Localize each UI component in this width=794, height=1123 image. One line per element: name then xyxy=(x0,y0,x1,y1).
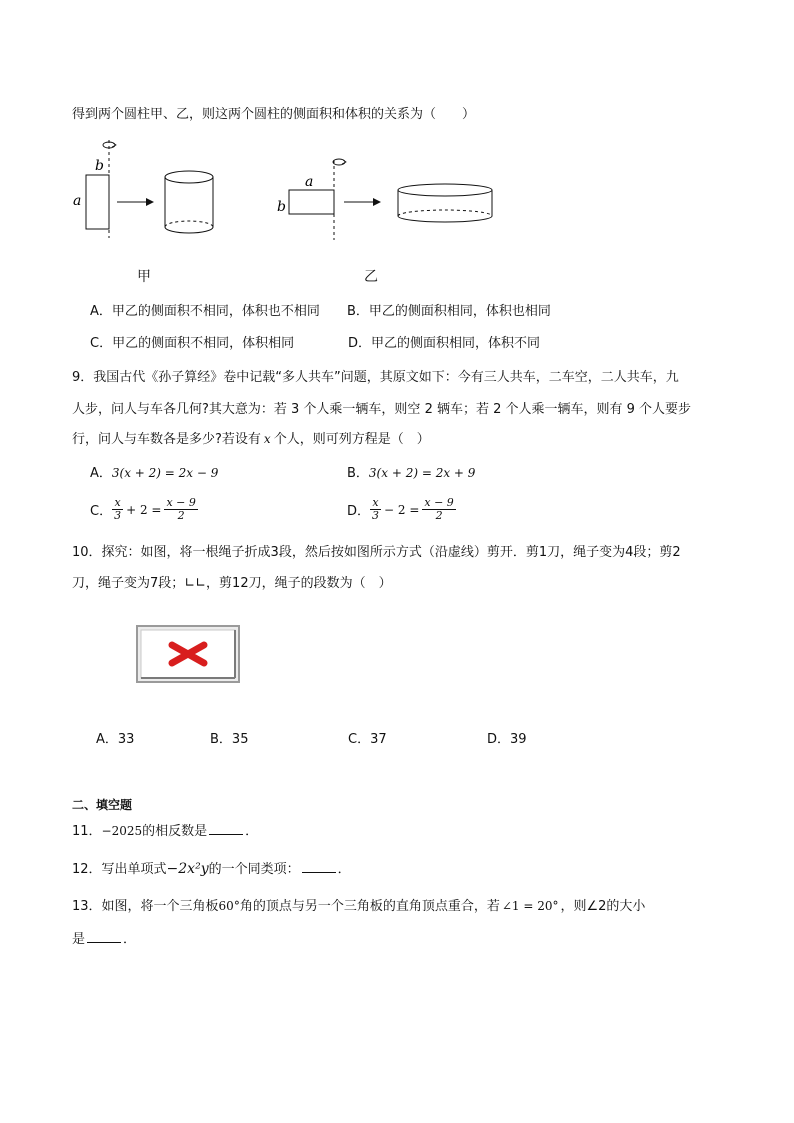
q8-option-d[interactable]: D．甲乙的侧面积相同，体积不同 xyxy=(348,336,541,351)
yi-rotation-arrow xyxy=(342,160,346,164)
q9-line-2: 人步，问人与车各几何?其大意为：若 3 个人乘一辆车，则空 2 辆车；若 2 个人乘一辆车，则有 9 个人要步 xyxy=(72,402,692,417)
q9-option-a[interactable]: A．3(x + 2) = 2x − 9 xyxy=(90,466,219,481)
jia-side-b: b xyxy=(95,158,104,174)
q13-angle-expr: ∠1 = 20° xyxy=(501,899,559,913)
q10-option-d[interactable]: D．39 xyxy=(487,732,527,747)
q8-option-c[interactable]: C．甲乙的侧面积不相同，体积相同 xyxy=(90,336,295,351)
q9-option-a-expr: 3(x + 2) = 2x − 9 xyxy=(111,466,219,480)
section-title: 二、填空题 xyxy=(72,798,133,812)
q13-line-1: 13．如图，将一个三角板60°角的顶点与另一个三角板的直角顶点重合，若 ∠1 = 20° ，则∠2的大小 xyxy=(72,899,646,914)
q13-degree: 60° xyxy=(218,899,240,913)
q8-stem: 得到两个圆柱甲、乙，则这两个圆柱的侧面积和体积的关系为（ ） xyxy=(72,107,476,122)
q9-option-c-fraction-2: $\frac{x - 9}{2}$ xyxy=(166,496,196,522)
q13-answer-blank[interactable] xyxy=(87,930,121,943)
yi-rectangle xyxy=(289,190,334,214)
jia-rotation-arrow xyxy=(112,143,116,147)
q11-value: −2025 xyxy=(101,824,143,838)
q9-line-3: 行，问人与车数各是多少?若设有 x 个人，则可列方程是（ ） xyxy=(72,432,430,447)
q12-line: 12．写出单项式−2x²y的一个同类项： ． xyxy=(72,861,351,877)
q8-option-b[interactable]: B．甲乙的侧面积相同，体积也相同 xyxy=(347,304,551,319)
jia-cylinder-top xyxy=(165,171,213,183)
jia-side-a: a xyxy=(73,193,82,209)
q9-option-d-fraction-1: $\frac{x}{3}$ xyxy=(372,496,380,522)
q9-option-d[interactable]: D． $\frac{x}{3}$ − 2 = $\frac{x - 9}{2}$ xyxy=(347,496,454,522)
q8-option-a[interactable]: A．甲乙的侧面积不相同，体积也不相同 xyxy=(90,304,320,319)
q12-monomial: −2x²y xyxy=(166,861,209,877)
yi-arrow-head xyxy=(373,198,381,206)
q9-option-d-fraction-2: $\frac{x - 9}{2}$ xyxy=(424,496,454,522)
q9-option-b-expr: 3(x + 2) = 2x + 9 xyxy=(368,466,476,480)
jia-cylinder-bottom xyxy=(165,227,213,233)
q10-option-b[interactable]: B．35 xyxy=(210,732,249,747)
q11-line: 11．−2025的相反数是 ． xyxy=(72,824,259,839)
q9-option-c[interactable]: C． $\frac{x}{3}$ + 2 = $\frac{x - 9}{2}$ xyxy=(90,496,196,522)
jia-arrow-head xyxy=(146,198,154,206)
q10-line-2: 刀，绳子变为7段；∟∟，剪12刀，绳子的段数为（ ） xyxy=(72,576,392,591)
q9-option-c-fraction-1: $\frac{x}{3}$ xyxy=(114,496,122,522)
yi-cylinder-top xyxy=(398,184,492,196)
figure-label-yi: 乙 xyxy=(364,269,378,285)
q11-answer-blank[interactable] xyxy=(209,822,243,835)
q10-line-1: 10．探究：如图，将一根绳子折成3段，然后按如图所示方式（沿虚线）剪开．剪1刀，绳子变为4段；剪2 xyxy=(72,545,681,560)
q12-answer-blank[interactable] xyxy=(302,860,336,873)
yi-cylinder-bottom xyxy=(398,216,492,222)
q13-line-2: 是 ． xyxy=(72,932,137,947)
broken-image-icon xyxy=(136,625,240,683)
q9-line-1: 9．我国古代《孙子算经》卷中记载“多人共车”问题，其原文如下：今有三人共车，二车空，二人共车，九 xyxy=(72,370,679,385)
q9-option-b[interactable]: B．3(x + 2) = 2x + 9 xyxy=(347,466,476,481)
q10-option-c[interactable]: C．37 xyxy=(348,732,387,747)
yi-side-b: b xyxy=(277,199,286,215)
yi-side-a: a xyxy=(305,174,314,190)
figure-label-jia: 甲 xyxy=(137,269,151,285)
jia-rectangle xyxy=(86,175,109,229)
q9-variable: x xyxy=(263,432,271,446)
q8-cylinder-figure xyxy=(65,138,505,248)
q10-option-a[interactable]: A．33 xyxy=(96,732,135,747)
